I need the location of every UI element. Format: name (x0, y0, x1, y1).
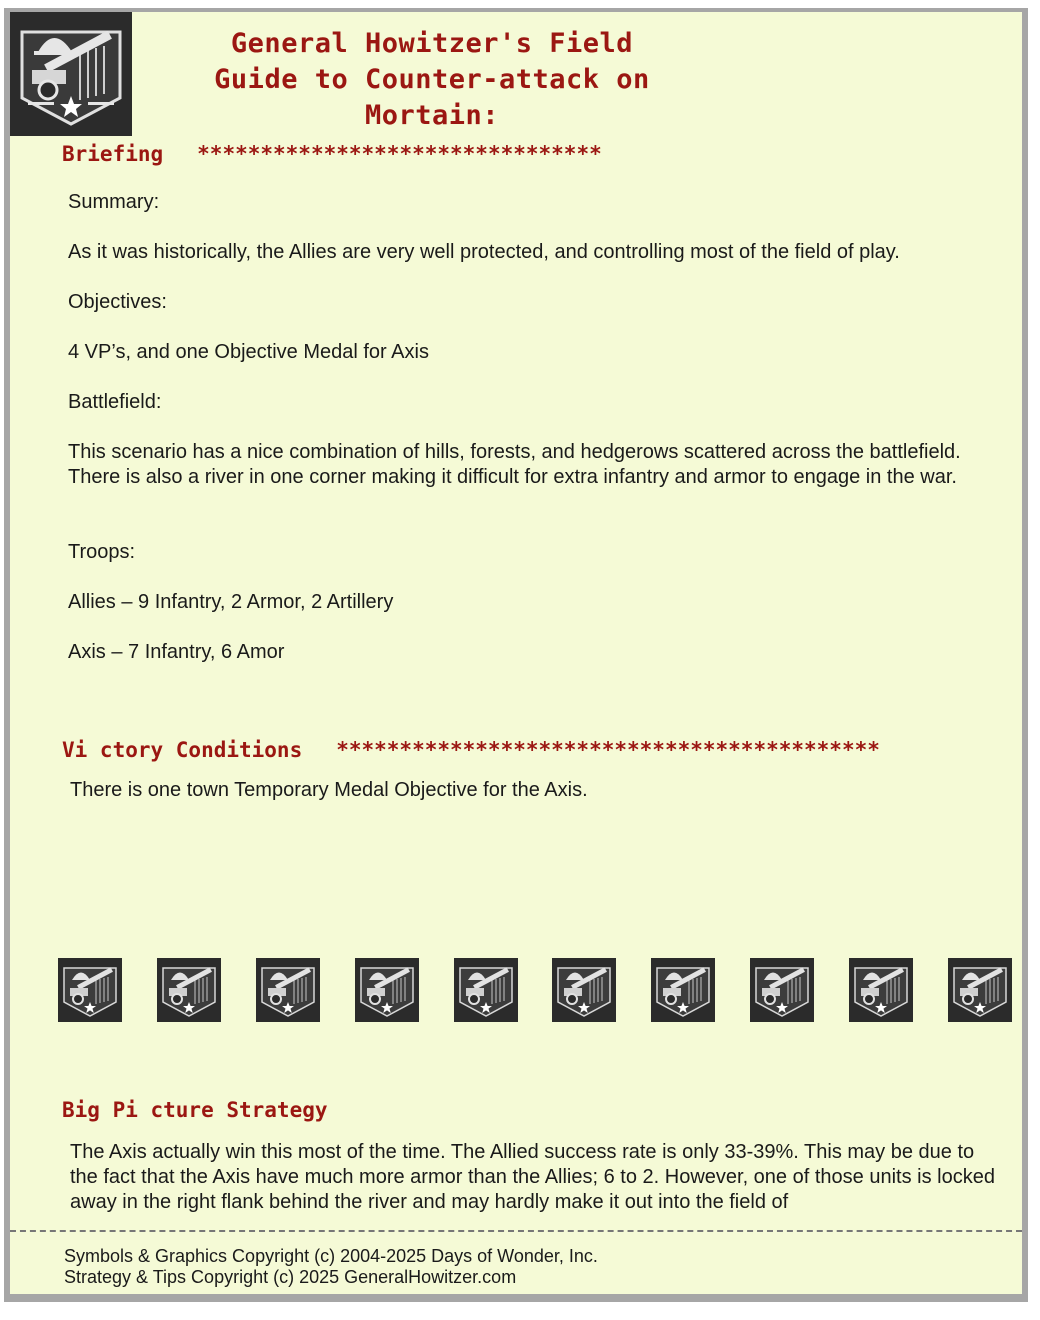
howitzer-badge-icon (948, 958, 1012, 1022)
howitzer-badge-icon (454, 958, 518, 1022)
battlefield-label: Battlefield: (68, 391, 162, 413)
howitzer-badge-icon (58, 958, 122, 1022)
strategy-text: The Axis actually win this most of the time. The Allied success rate is only 33-39%. This may be due to the fact that the Axis have much more armor than the Allies; 6 to 2. However, one of those units is locked away in the right flank behind the river and may hardly make it out into the field of (70, 1141, 995, 1213)
title-line-1: General Howitzer's Field (230, 28, 634, 59)
battlefield-text: This scenario has a nice combination of hills, forests, and hedgerows scattered across the battlefield. There is also a river in one corner making it difficult for extra infantry and armor to engage in the war. (68, 441, 961, 488)
footer-line-1: Symbols & Graphics Copyright (c) 2004-2025 Days of Wonder, Inc. (64, 1246, 598, 1266)
footer-line-2: Strategy & Tips Copyright (c) 2025 GeneralHowitzer.com (64, 1267, 517, 1287)
troops-axis: Axis – 7 Infantry, 6 Amor (68, 641, 285, 663)
victory-heading: Vi ctory Conditions (62, 738, 303, 762)
footer (64, 1246, 598, 1288)
troops-label: Troops: (68, 541, 136, 563)
victory-stars: ******************************************* (336, 738, 880, 762)
objectives-text: 4 VP’s, and one Objective Medal for Axis (68, 341, 429, 363)
howitzer-badge-icon (256, 958, 320, 1022)
briefing-heading-row (62, 142, 602, 166)
badge-icon-row (58, 958, 1012, 1022)
howitzer-badge-icon (849, 958, 913, 1022)
summary-text: As it was historically, the Allies are very well protected, and controlling most of the field of play. (68, 241, 900, 263)
howitzer-badge-icon (355, 958, 419, 1022)
howitzer-badge-icon (10, 12, 132, 136)
summary-label: Summary: (68, 191, 160, 213)
howitzer-badge-icon (552, 958, 616, 1022)
guide-page (4, 8, 1028, 1302)
strategy-heading: Big Pi cture Strategy (62, 1098, 328, 1122)
objectives-label: Objectives: (68, 291, 167, 313)
victory-text: There is one town Temporary Medal Objective for the Axis. (70, 779, 588, 801)
footer-divider (10, 1230, 1022, 1232)
howitzer-badge-icon (651, 958, 715, 1022)
victory-heading-row (62, 738, 880, 762)
briefing-stars: ******************************** (197, 142, 602, 166)
howitzer-badge-icon (750, 958, 814, 1022)
title-line-3: Mortain: (364, 100, 500, 131)
howitzer-badge-icon (157, 958, 221, 1022)
strategy-heading-row (62, 1098, 328, 1122)
troops-allies: Allies – 9 Infantry, 2 Armor, 2 Artillery (68, 591, 394, 613)
title-line-2: Guide to Counter-attack on (214, 64, 650, 95)
page-title (150, 26, 714, 134)
briefing-heading: Briefing (62, 142, 164, 166)
